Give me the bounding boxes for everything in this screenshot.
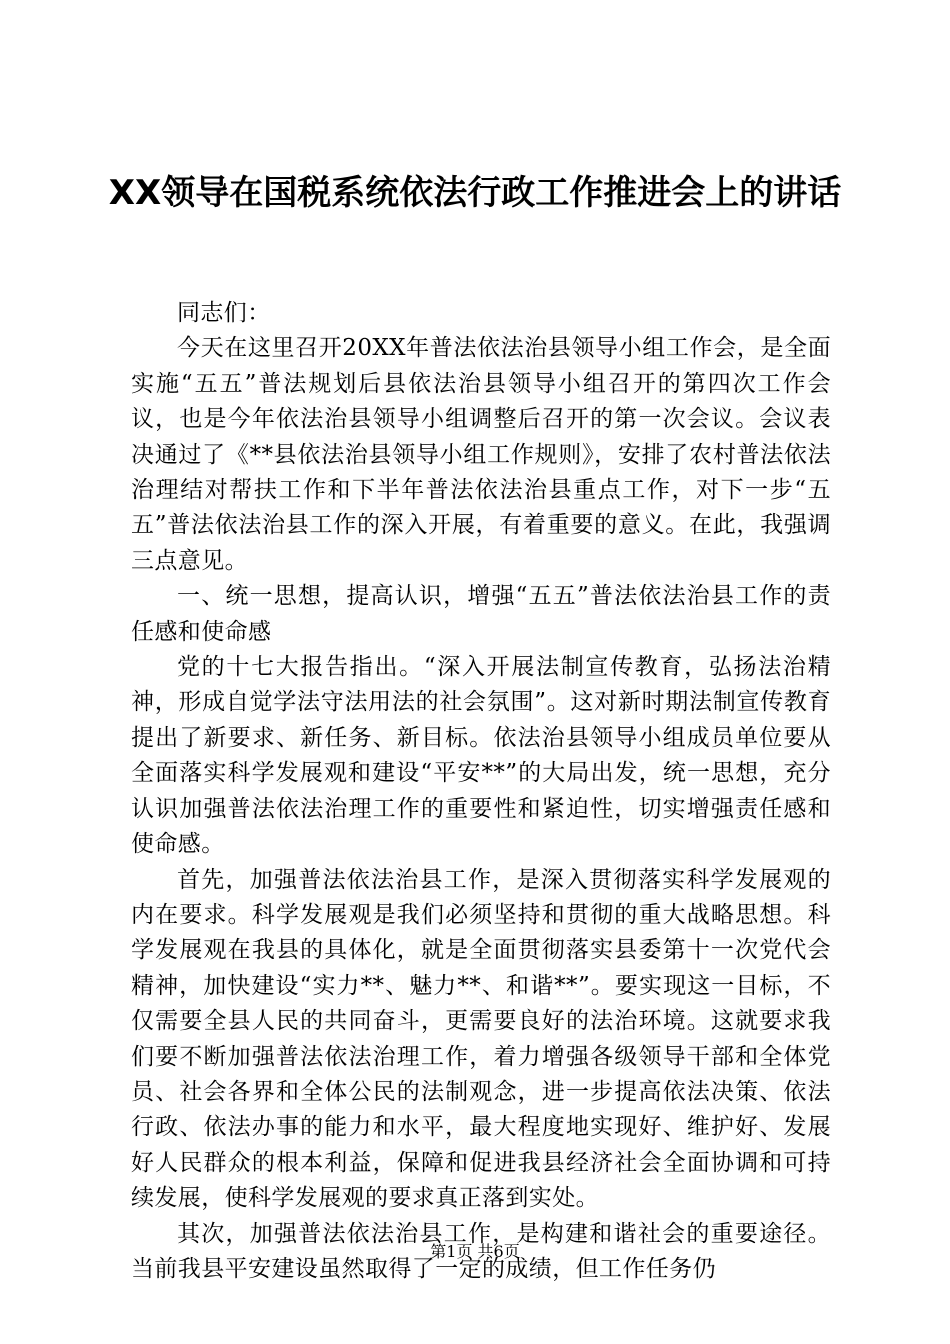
- page-number-footer: 第1页 共6页: [430, 1242, 520, 1261]
- document-body: [131, 296, 831, 1287]
- body-paragraph: 其次，加强普法依法治县工作，是构建和谐社会的重要途径。当前我县平安建设虽然取得了一定的成绩，但工作任务仍: [131, 1220, 831, 1282]
- body-paragraph: 党的十七大报告指出。“深入开展法制宣传教育，弘扬法治精神，形成自觉学法守法用法的社会氛围”。这对新时期法制宣传教育提出了新要求、新任务、新目标。依法治县领导小组成员单位要从全面落实科学发展观和建设“平安**”的大局出发，统一思想，充分认识加强普法依法治理工作的重要性和紧迫性，切实增强责任感和使命感。: [131, 654, 831, 858]
- section-heading: 一、统一思想，提高认识，增强“五五”普法依法治县工作的责任感和使命感: [131, 583, 831, 645]
- body-paragraph: 今天在这里召开20XX年普法依法治县领导小组工作会，是全面实施“五五”普法规划后县依法治县领导小组召开的第四次工作会议，也是今年依法治县领导小组调整后召开的第一次会议。会议表决通过了《**县依法治县领导小组工作规则》，安排了农村普法依法治理结对帮扶工作和下半年普法依法治县重点工作，对下一步“五五”普法依法治县工作的深入开展，有着重要的意义。在此，我强调三点意见。: [131, 335, 831, 574]
- salutation-paragraph: 同志们：: [177, 300, 271, 326]
- document-title: XX领导在国税系统依法行政工作推进会上的讲话: [108, 173, 842, 213]
- body-paragraph: 首先，加强普法依法治县工作，是深入贯彻落实科学发展观的内在要求。科学发展观是我们必须坚持和贯彻的重大战略思想。科学发展观在我县的具体化，就是全面贯彻落实县委第十一次党代会精神，加快建设“实力**、魅力**、和谐**”。要实现这一目标，不仅需要全县人民的共同奋斗，更需要良好的法治环境。这就要求我们要不断加强普法依法治理工作，着力增强各级领导干部和全体党员、社会各界和全体公民的法制观念，进一步提高依法决策、依法行政、依法办事的能力和水平，最大程度地实现好、维护好、发展好人民群众的根本利益，保障和促进我县经济社会全面协调和可持续发展，使科学发展观的要求真正落到实处。: [131, 866, 831, 1212]
